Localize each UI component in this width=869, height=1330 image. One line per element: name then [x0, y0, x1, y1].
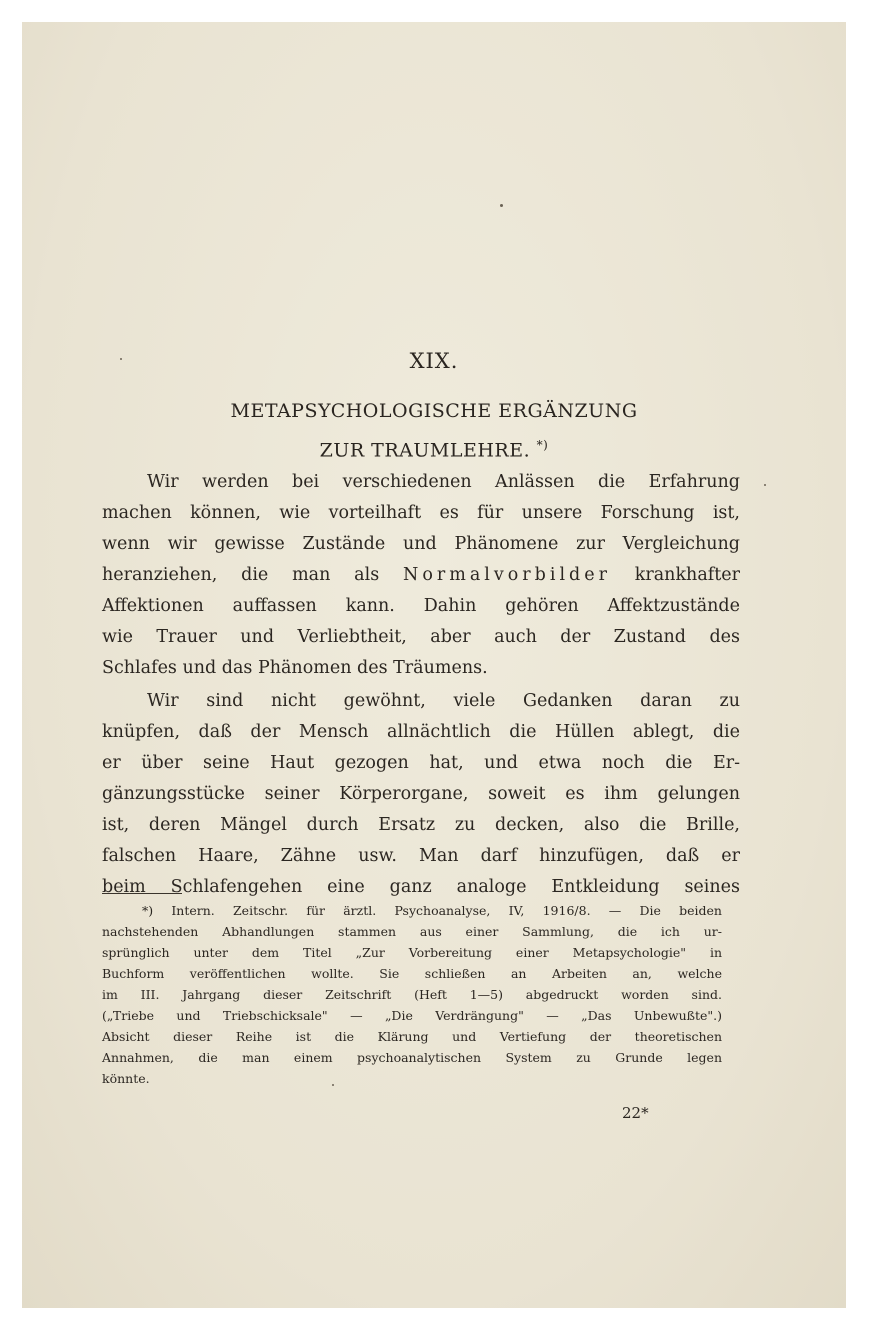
paragraph-1-line: Wir werden bei verschiedenen Anlässen die Erfahrung [147, 472, 740, 492]
chapter-number: XIX. [409, 349, 459, 373]
footnote-line: sprünglich unter dem Titel „Zur Vorbereitung einer Metapsychologie" in [102, 945, 722, 960]
paragraph-2-line: knüpfen, daß der Mensch allnächtlich die Hüllen ablegt, die [102, 722, 740, 742]
paragraph-2-line: gänzungsstücke seiner Körperorgane, soweit es ihm gelungen [102, 784, 740, 804]
paragraph-2-line: er über seine Haut gezogen hat, und etwa noch die Er- [102, 753, 740, 773]
paragraph-1-line [102, 560, 740, 591]
footnote-line: Annahmen, die man einem psychoanalytischen System zu Grunde legen [102, 1050, 722, 1065]
paragraph-1-text: krankhafter [634, 565, 740, 585]
show-through-text [272, 140, 279, 158]
title-footnote-mark: *) [536, 438, 549, 452]
footnote-line: Absicht dieser Reihe ist die Klärung und Vertiefung der theoretischen [102, 1029, 722, 1044]
paragraph-1-text: heranziehen, die man als [102, 565, 380, 585]
footnote [102, 900, 722, 1089]
paragraph-2-line: falschen Haare, Zähne usw. Man darf hinzufügen, daß er [102, 846, 740, 866]
signature-mark: 22* [622, 1104, 649, 1122]
chapter-title [22, 394, 846, 467]
paragraph-2-line: Wir sind nicht gewöhnt, viele Gedanken daran zu [147, 691, 740, 711]
paragraph-1 [102, 467, 740, 684]
footnote-line: Buchform veröffentlichen wollte. Sie schließen an Arbeiten an, welche [102, 966, 722, 981]
scanned-page [22, 22, 846, 1308]
paragraph-2-line: beim Schlafengehen eine ganz analoge Entkleidung seines [102, 877, 740, 897]
paper-speck [764, 484, 766, 486]
paragraph-1-line: Affektionen auffassen kann. Dahin gehören Affektzustände [102, 596, 740, 616]
paragraph-1-line: wenn wir gewisse Zustände und Phänomene zur Vergleichung [102, 534, 740, 554]
footnote-line: nachstehenden Abhandlungen stammen aus einer Sammlung, die ich ur- [102, 924, 722, 939]
footnote-line: könnte. [102, 1071, 150, 1086]
paper-speck [500, 204, 503, 207]
emphasized-term: Normalvorbilder [403, 565, 611, 585]
footnote-rule [102, 893, 182, 894]
paper-speck [332, 1084, 334, 1086]
paragraph-1-line: Schlafes und das Phänomen des Träumens. [102, 658, 488, 678]
title-line-1: METAPSYCHOLOGISCHE ERGÄNZUNG [230, 400, 638, 422]
title-line-2 [22, 428, 846, 467]
paragraph-2-line: ist, deren Mängel durch Ersatz zu decken, also die Brille, [102, 815, 740, 835]
paragraph-1-line: machen können, wie vorteilhaft es für unsere Forschung ist, [102, 503, 740, 523]
title-line-2-text: ZUR TRAUMLEHRE. [319, 439, 531, 462]
footnote-line: („Triebe und Triebschicksale" — „Die Verdrängung" — „Das Unbewußte".) [102, 1008, 722, 1023]
footnote-line: im III. Jahrgang dieser Zeitschrift (Heft 1—5) abgedruckt worden sind. [102, 987, 722, 1002]
paragraph-1-line: wie Trauer und Verliebtheit, aber auch der Zustand des [102, 627, 740, 647]
paper-speck [120, 358, 122, 360]
footnote-line: *) Intern. Zeitschr. für ärztl. Psychoanalyse, IV, 1916/8. — Die beiden [142, 903, 722, 918]
paragraph-2 [102, 686, 740, 903]
